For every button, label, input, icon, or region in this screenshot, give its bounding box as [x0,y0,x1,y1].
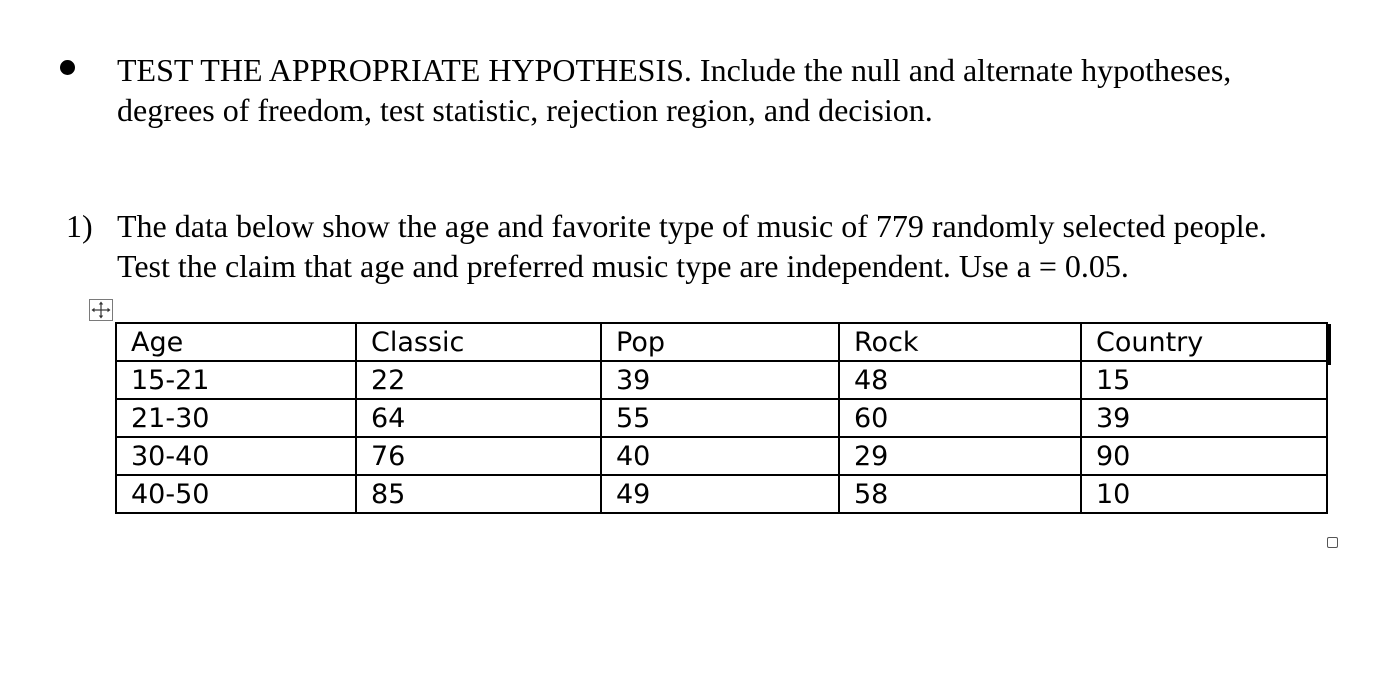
header-cell-rock[interactable]: Rock [839,323,1081,361]
question-paragraph [117,206,1357,286]
table-cell[interactable]: 15 [1081,361,1327,399]
instruction-line-1: TEST THE APPROPRIATE HYPOTHESIS. Include the null and alternate hypotheses, [117,52,1232,88]
bullet-dot [60,60,75,75]
table-cell[interactable]: 22 [356,361,601,399]
table-row [116,399,1327,437]
header-cell-pop[interactable]: Pop [601,323,839,361]
question-line-2: Test the claim that age and preferred music type are independent. Use a = 0.05. [117,248,1129,284]
table-cell[interactable]: 29 [839,437,1081,475]
table-cell[interactable]: 60 [839,399,1081,437]
table-cell[interactable]: 39 [601,361,839,399]
table-cell[interactable]: 40 [601,437,839,475]
table-cell[interactable]: 39 [1081,399,1327,437]
header-cell-classic[interactable]: Classic [356,323,601,361]
table-end-of-row-marker [1327,324,1331,365]
table-cell[interactable]: 48 [839,361,1081,399]
table-resize-icon[interactable] [1327,537,1338,548]
table-cell[interactable]: 49 [601,475,839,513]
table-cell[interactable]: 55 [601,399,839,437]
instruction-paragraph [117,50,1357,130]
table-cell[interactable]: 85 [356,475,601,513]
table-cell[interactable]: 76 [356,437,601,475]
table-cell[interactable]: 40-50 [116,475,356,513]
header-cell-age[interactable]: Age [116,323,356,361]
table-cell[interactable]: 15-21 [116,361,356,399]
question-line-1: The data below show the age and favorite type of music of 779 randomly selected people. [117,208,1267,244]
table-cell[interactable]: 64 [356,399,601,437]
header-cell-country[interactable]: Country [1081,323,1327,361]
table-cell[interactable]: 30-40 [116,437,356,475]
table-cell[interactable]: 10 [1081,475,1327,513]
table-cell[interactable]: 90 [1081,437,1327,475]
table-row [116,361,1327,399]
table-row [116,475,1327,513]
table-move-icon[interactable] [89,299,113,321]
question-number: 1) [66,208,93,244]
table-row [116,437,1327,475]
table-cell[interactable]: 58 [839,475,1081,513]
table-header-row [116,323,1327,361]
instruction-line-2: degrees of freedom, test statistic, rejection region, and decision. [117,92,933,128]
table-cell[interactable]: 21-30 [116,399,356,437]
music-age-table [115,322,1328,514]
